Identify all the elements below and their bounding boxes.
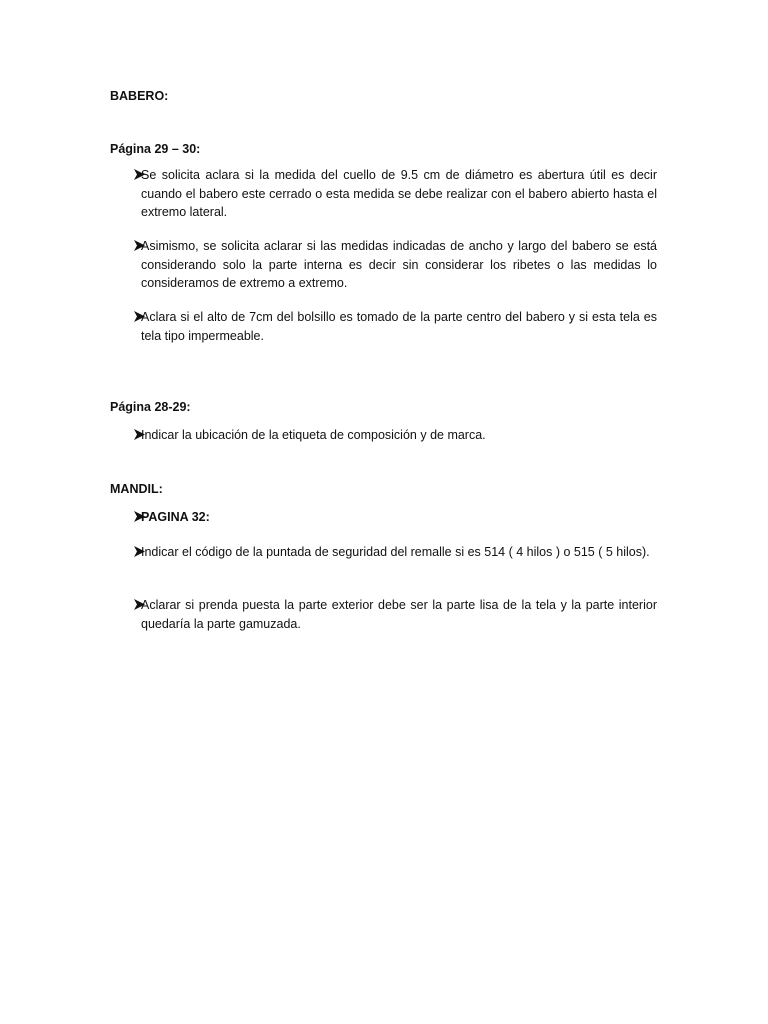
list-item bbox=[110, 543, 657, 581]
list-item-text: Aclarar si prenda puesta la parte exterior debe ser la parte lisa de la tela y la parte interior quedaría la parte gamuzada. bbox=[141, 598, 657, 631]
list-item bbox=[110, 426, 657, 445]
list-item-text: Se solicita aclara si la medida del cuello de 9.5 cm de diámetro es abertura útil es decir cuando el babero este cerrado o esta medida se debe realizar con el babero abierto hasta el extremo lateral. bbox=[141, 168, 657, 219]
list-item bbox=[110, 508, 657, 527]
list-item-text: Indicar la ubicación de la etiqueta de composición y de marca. bbox=[141, 428, 486, 442]
list-item-text: Aclara si el alto de 7cm del bolsillo es tomado de la parte centro del babero y si esta tela es tela tipo impermeable. bbox=[141, 310, 657, 343]
section-heading-mandil: MANDIL: bbox=[110, 482, 163, 496]
list-item bbox=[110, 596, 657, 634]
list-item-text: PAGINA 32: bbox=[141, 510, 210, 524]
list-item bbox=[110, 308, 657, 346]
list-item bbox=[110, 166, 657, 222]
section-heading-babero: BABERO: bbox=[110, 89, 169, 103]
list-item-text: Asimismo, se solicita aclarar si las medidas indicadas de ancho y largo del babero se está considerando solo la parte interna es decir sin considerar los ribetes o las medidas lo consideramos de extremo a extremo. bbox=[141, 239, 657, 290]
section-heading-pagina-29-30: Página 29 – 30: bbox=[110, 142, 201, 156]
section-heading-pagina-28-29: Página 28-29: bbox=[110, 400, 191, 414]
list-item bbox=[110, 237, 657, 293]
list-item-text: Indicar el código de la puntada de seguridad del remalle si es 514 ( 4 hilos ) o 515 ( 5 hilos). bbox=[141, 545, 650, 559]
